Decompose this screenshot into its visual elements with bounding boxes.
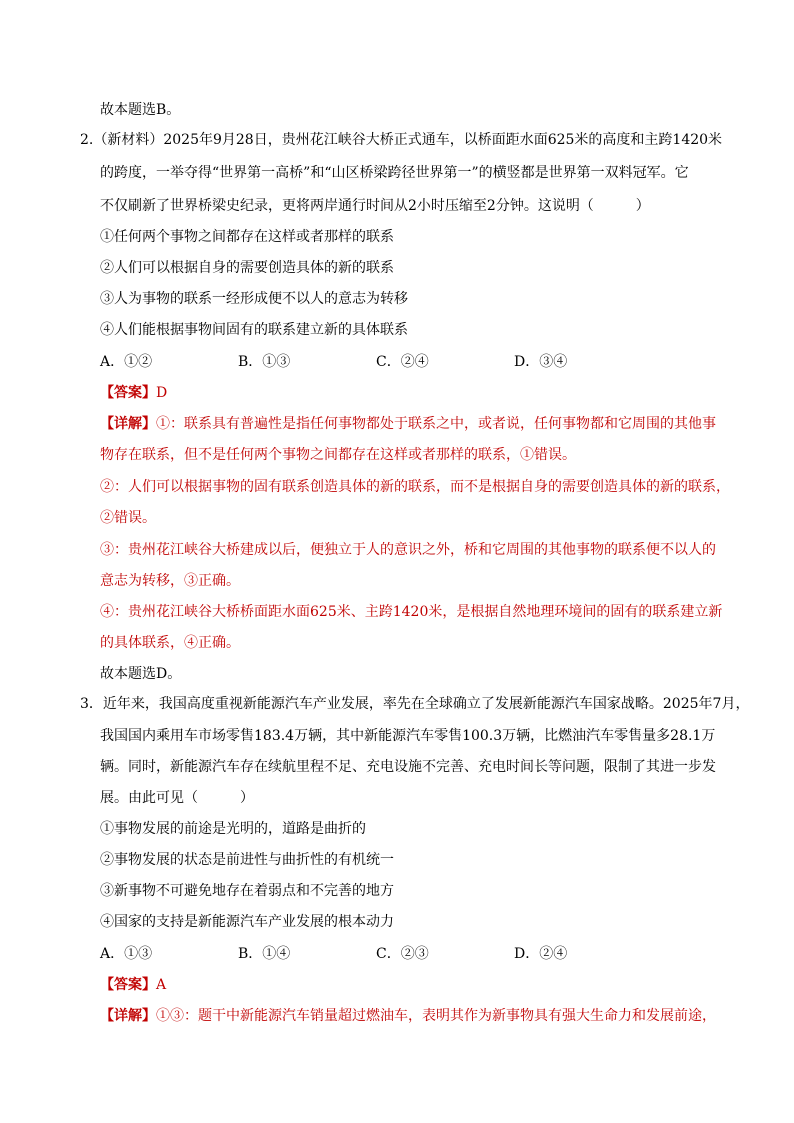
q2-explanation-line-3: ②：人们可以根据事物的固有联系创造具体的新的联系，而不是根据自身的需要创造具体的新的联系， [100, 479, 730, 495]
answer-value: A [156, 977, 167, 993]
q2-option-d: D．③④ [514, 354, 568, 370]
q2-stem-line-2: 的跨度，一举夺得“世界第一高桥”和“山区桥梁跨径世界第一”的横竖都是世界第一双料冠军。它 [100, 165, 689, 181]
q3-stem-line-4: 展。由此可见（ ） [100, 790, 254, 806]
q2-option-c: C．②④ [376, 354, 429, 370]
explanation-label: 【详解】 [100, 416, 156, 432]
q3-answer [100, 975, 740, 995]
q2-statement-2: ②人们可以根据自身的需要创造具体的新的联系 [100, 260, 394, 276]
explanation-text: ①：联系具有普遍性是指任何事物都处于联系之中，或者说，任何事物都和它周围的其他事 [156, 416, 716, 432]
q2-statement-4: ④人们能根据事物间固有的联系建立新的具体联系 [100, 322, 408, 338]
q3-statement-1: ①事物发展的前途是光明的，道路是曲折的 [100, 821, 366, 837]
q2-statement-1: ①任何两个事物之间都存在这样或者那样的联系 [100, 229, 394, 245]
q3-statement-3: ③新事物不可避免地存在着弱点和不完善的地方 [100, 883, 394, 899]
q2-explanation-line-2: 物存在联系，但不是任何两个事物之间都存在这样或者那样的联系，①错误。 [100, 447, 576, 463]
explanation-label: 【详解】 [100, 1008, 156, 1024]
q2-explanation-line-1 [100, 414, 740, 434]
q2-option-b: B．①③ [238, 354, 291, 370]
q2-stem-line-3: 不仅刷新了世界桥梁史纪录，更将两岸通行时间从2小时压缩至2分钟。这说明（ ） [100, 198, 650, 214]
q3-option-b: B．①④ [238, 946, 291, 962]
q2-option-a: A．①② [100, 354, 153, 370]
q3-explanation-line-1 [100, 1006, 740, 1026]
q2-explanation-line-6: 意志为转移，③正确。 [100, 573, 240, 589]
q2-statement-3: ③人为事物的联系一经形成便不以人的意志为转移 [100, 291, 408, 307]
q3-stem-line-1: 3．近年来，我国高度重视新能源汽车产业发展，率先在全球确立了发展新能源汽车国家战略。2025年7月， [80, 696, 750, 712]
q3-option-a: A．①③ [100, 946, 153, 962]
q3-stem-line-3: 辆。同时，新能源汽车存在续航里程不足、充电设施不完善、充电时间长等问题，限制了其进一步发 [100, 759, 716, 775]
answer-value: D [156, 385, 168, 401]
q1-conclusion: 故本题选B。 [100, 102, 181, 118]
q3-stem-line-2: 我国国内乘用车市场零售183.4万辆，其中新能源汽车零售100.3万辆，比燃油汽车零售量多28.1万 [100, 728, 716, 744]
q3-statement-4: ④国家的支持是新能源汽车产业发展的根本动力 [100, 914, 394, 930]
answer-label: 【答案】 [100, 977, 156, 993]
q2-conclusion: 故本题选D。 [100, 666, 182, 682]
explanation-text: ①③：题干中新能源汽车销量超过燃油车，表明其作为新事物具有强大生命力和发展前途， [156, 1008, 716, 1024]
q2-explanation-line-4: ②错误。 [100, 510, 156, 526]
q2-answer [100, 383, 740, 403]
q3-option-c: C．②③ [376, 946, 429, 962]
q2-options [100, 352, 740, 372]
q3-statement-2: ②事物发展的状态是前进性与曲折性的有机统一 [100, 852, 394, 868]
q2-stem-line-1: 2.（新材料）2025年9月28日，贵州花江峡谷大桥正式通车，以桥面距水面625米的高度和主跨1420米 [80, 132, 723, 148]
q2-explanation-line-7: ④：贵州花江峡谷大桥桥面距水面625米、主跨1420米，是根据自然地理环境间的固有的联系建立新 [100, 604, 723, 620]
q3-options [100, 944, 740, 964]
q2-explanation-line-5: ③：贵州花江峡谷大桥建成以后，便独立于人的意识之外，桥和它周围的其他事物的联系便不以人的 [100, 542, 716, 558]
q2-explanation-line-8: 的具体联系，④正确。 [100, 635, 240, 651]
q3-option-d: D．②④ [514, 946, 568, 962]
answer-label: 【答案】 [100, 385, 156, 401]
